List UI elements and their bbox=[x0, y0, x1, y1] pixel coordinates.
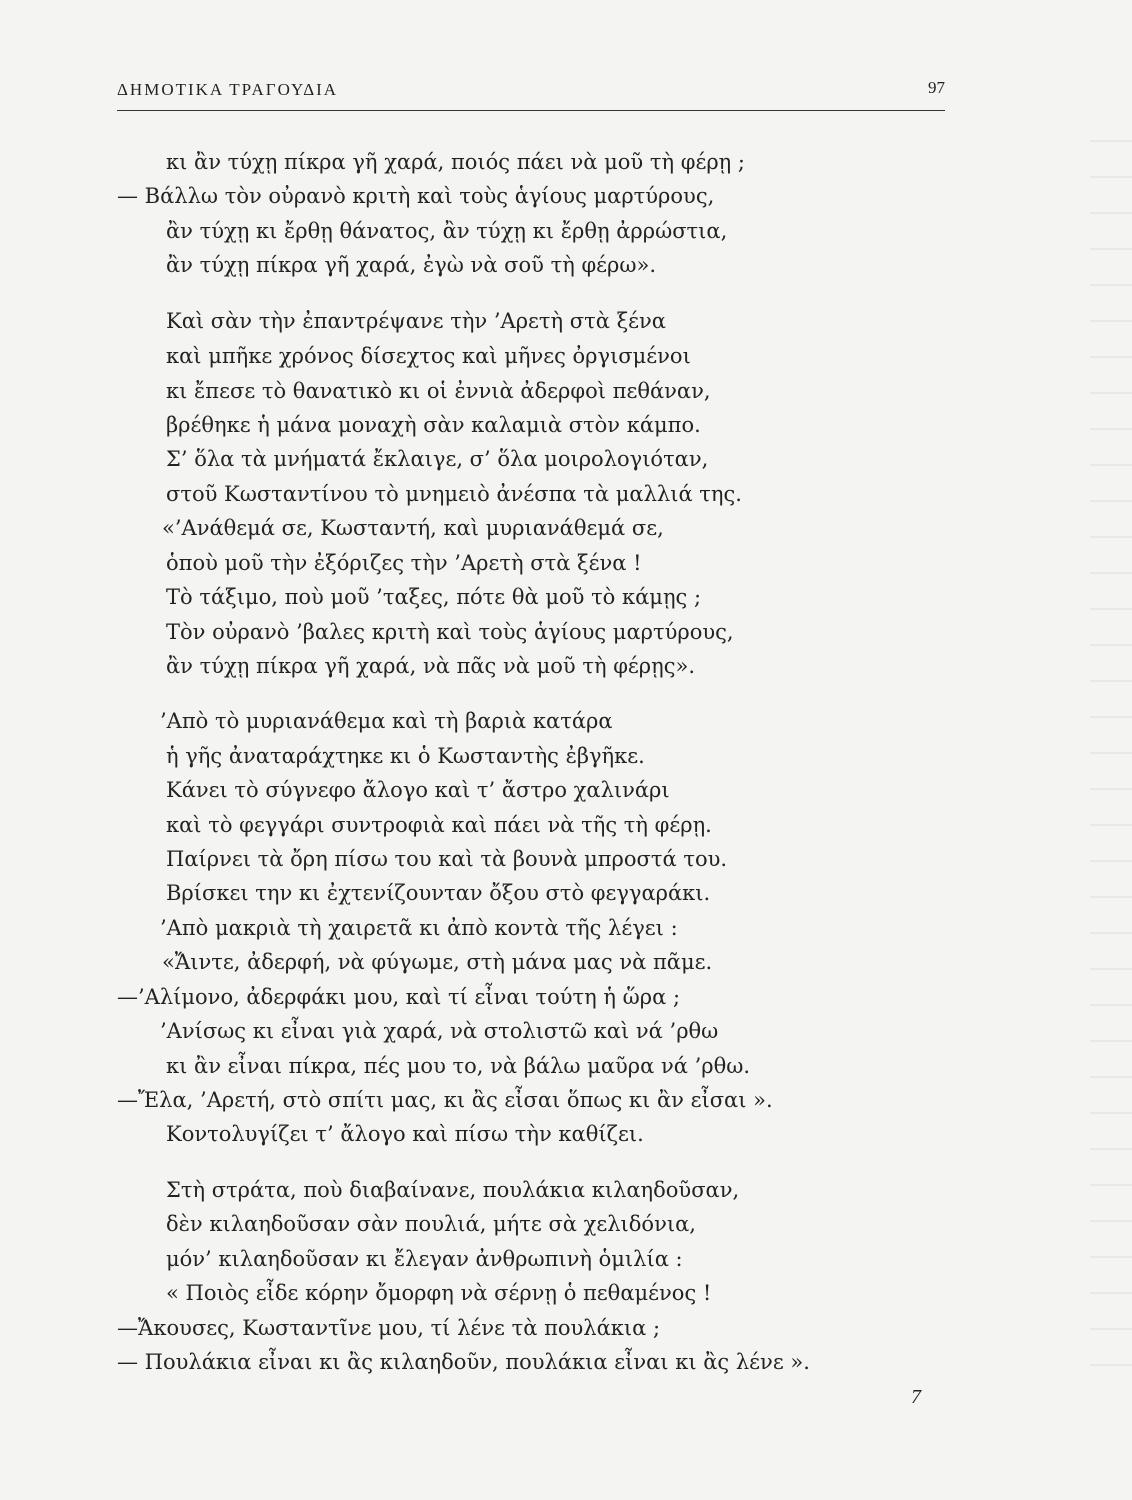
verse-line: ἂν τύχῃ κι ἔρθῃ θάνατος, ἂν τύχῃ κι ἔρθῃ ἀρρώστια, bbox=[166, 219, 728, 243]
verse-line: «Ἄιντε, ἀδερφή, νὰ φύγωμε, στὴ μάνα μας νὰ πᾶμε. bbox=[162, 950, 713, 974]
verse-line: ἂν τύχῃ πίκρα γῆ χαρά, νὰ πᾶς νὰ μοῦ τὴ φέρῃς». bbox=[166, 654, 696, 678]
verse-line: Καὶ σὰν τὴν ἐπαντρέψανε τὴν ’Αρετὴ στὰ ξένα bbox=[166, 309, 666, 333]
verse-line: ἡ γῆς ἀναταράχτηκε κι ὁ Κωσταντὴς ἐβγῆκε. bbox=[166, 744, 645, 768]
verse-line: Σ’ ὅλα τὰ μνήματά ἔκλαιγε, σ’ ὅλα μοιρολογιόταν, bbox=[166, 447, 709, 471]
header-title: ΔΗΜΟΤΙΚΑ ΤΡΑΓΟΥΔΙΑ bbox=[117, 80, 339, 99]
verse-line: μόν’ κιλαηδοῦσαν κι ἔλεγαν ἀνθρωπινὴ ὁμιλία : bbox=[166, 1247, 683, 1271]
verse-line: Κοντολυγίζει τ’ ἄλογο καὶ πίσω τὴν καθίζει. bbox=[166, 1122, 644, 1146]
verse-line: Κάνει τὸ σύγνεφο ἄλογο καὶ τ’ ἄστρο χαλινάρι bbox=[166, 778, 670, 802]
verse-line: Βρίσκει την κι ἐχτενίζουνταν ὄξου στὸ φεγγαράκι. bbox=[166, 881, 711, 905]
verse-line: « Ποιὸς εἶδε κόρην ὄμορφη νὰ σέρνῃ ὁ πεθαμένος ! bbox=[166, 1281, 712, 1305]
verse-line: ’Απὸ μακριὰ τὴ χαιρετᾶ κι ἀπὸ κοντὰ τῆς λέγει : bbox=[160, 916, 678, 940]
verse-line: Παίρνει τὰ ὄρη πίσω του καὶ τὰ βουνὰ μπροστά του. bbox=[166, 847, 728, 871]
verse-line: —Ἄκουσες, Κωσταντῖνε μου, τί λένε τὰ πουλάκια ; bbox=[117, 1316, 661, 1340]
verse-line: ’Ανίσως κι εἶναι γιὰ χαρά, νὰ στολιστῶ καὶ νά ’ρθω bbox=[160, 1019, 719, 1043]
verse-line: Τὸ τάξιμο, ποὺ μοῦ ’ταξες, πότε θὰ μοῦ τὸ κάμῃς ; bbox=[166, 585, 702, 609]
verse-line: ’Απὸ τὸ μυριανάθεμα καὶ τὴ βαριὰ κατάρα bbox=[160, 709, 613, 733]
verse-line: Τὸν οὐρανὸ ’βαλες κριτὴ καὶ τοὺς ἁγίους μαρτύρους, bbox=[166, 620, 734, 644]
verse-line: ἂν τύχῃ πίκρα γῆ χαρά, ἐγὼ νὰ σοῦ τὴ φέρω». bbox=[166, 253, 657, 277]
verse-line: κι ἔπεσε τὸ θανατικὸ κι οἱ ἐννιὰ ἀδερφοὶ πεθάναν, bbox=[166, 379, 711, 403]
verse-line: καὶ τὸ φεγγάρι συντροφιὰ καὶ πάει νὰ τῆς τὴ φέρῃ. bbox=[166, 813, 712, 837]
verse-line: καὶ μπῆκε χρόνος δίσεχτος καὶ μῆνες ὀργισμένοι bbox=[166, 344, 691, 368]
verse-line: — Βάλλω τὸν οὐρανὸ κριτὴ καὶ τοὺς ἁγίους μαρτύρους, bbox=[117, 184, 715, 208]
verse-line: Στὴ στράτα, ποὺ διαβαίνανε, πουλάκια κιλαηδοῦσαν, bbox=[166, 1178, 740, 1202]
verse-line: — Πουλάκια εἶναι κι ἂς κιλαηδοῦν, πουλάκια εἶναι κι ἂς λένε ». bbox=[117, 1350, 810, 1374]
verse-line: «’Ανάθεμά σε, Κωσταντή, καὶ μυριανάθεμά σε, bbox=[162, 516, 664, 540]
verse-line: βρέθηκε ἡ μάνα μοναχὴ σὰν καλαμιὰ στὸν κάμπο. bbox=[166, 413, 701, 437]
verse-line: —Ἔλα, ’Αρετή, στὸ σπίτι μας, κι ἂς εἶσαι ὅπως κι ἂν εἶσαι ». bbox=[117, 1088, 773, 1112]
bleed-through-shadow bbox=[1090, 140, 1132, 1400]
verse-line: κι ἂν εἶναι πίκρα, πές μου το, νὰ βάλω μαῦρα νά ’ρθω. bbox=[166, 1054, 751, 1078]
verse-line: —’Αλίμονο, ἀδερφάκι μου, καὶ τί εἶναι τούτη ἡ ὥρα ; bbox=[117, 985, 681, 1009]
page-number: 97 bbox=[928, 78, 945, 97]
verse-line: στοῦ Κωσταντίνου τὸ μνημειὸ ἀνέσπα τὰ μαλλιά της. bbox=[166, 482, 742, 506]
verse-line: κι ἂν τύχῃ πίκρα γῆ χαρά, ποιός πάει νὰ μοῦ τὴ φέρῃ ; bbox=[166, 150, 745, 174]
verse-line: δὲν κιλαηδοῦσαν σὰν πουλιά, μήτε σὰ χελιδόνια, bbox=[166, 1212, 696, 1236]
verse-line: ὁποὺ μοῦ τὴν ἐξόριζες τὴν ’Αρετὴ στὰ ξένα ! bbox=[166, 551, 642, 575]
running-header bbox=[117, 76, 945, 111]
signature-mark: 7 bbox=[911, 1386, 921, 1408]
